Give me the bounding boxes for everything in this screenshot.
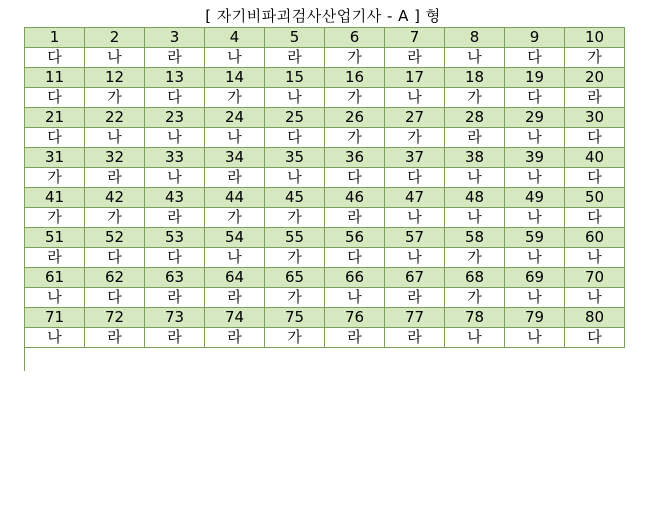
- question-number-cell: 40: [565, 148, 625, 168]
- answer-row: [25, 168, 625, 188]
- question-number-cell: 8: [445, 28, 505, 48]
- question-number-cell: 16: [325, 68, 385, 88]
- answer-cell: 다: [265, 128, 325, 148]
- answer-cell: 나: [85, 48, 145, 68]
- question-number-cell: 17: [385, 68, 445, 88]
- answer-cell: 나: [325, 288, 385, 308]
- answer-cell: 나: [445, 168, 505, 188]
- question-number-cell: 14: [205, 68, 265, 88]
- question-number-cell: 19: [505, 68, 565, 88]
- answer-cell: 가: [85, 208, 145, 228]
- answer-cell: 라: [25, 248, 85, 268]
- answer-cell: 나: [85, 128, 145, 148]
- answer-row: [25, 248, 625, 268]
- sheet-title: [ 자기비파괴검사산업기사 - A ] 형: [205, 7, 441, 25]
- question-number-cell: 66: [325, 268, 385, 288]
- question-number-cell: 20: [565, 68, 625, 88]
- answer-cell: 가: [85, 88, 145, 108]
- answer-key-table: [24, 27, 625, 348]
- question-number-cell: 11: [25, 68, 85, 88]
- answer-cell: 가: [385, 128, 445, 148]
- question-number-row: [25, 28, 625, 48]
- answer-cell: 나: [25, 288, 85, 308]
- answer-key-body: [25, 28, 625, 348]
- question-number-cell: 37: [385, 148, 445, 168]
- answer-cell: 나: [25, 328, 85, 348]
- question-number-cell: 75: [265, 308, 325, 328]
- question-number-cell: 4: [205, 28, 265, 48]
- question-number-cell: 52: [85, 228, 145, 248]
- question-number-cell: 79: [505, 308, 565, 328]
- question-number-cell: 60: [565, 228, 625, 248]
- answer-cell: 나: [565, 248, 625, 268]
- answer-cell: 나: [505, 328, 565, 348]
- answer-cell: 가: [325, 88, 385, 108]
- answer-cell: 가: [325, 48, 385, 68]
- answer-cell: 라: [385, 328, 445, 348]
- question-number-cell: 57: [385, 228, 445, 248]
- question-number-cell: 33: [145, 148, 205, 168]
- answer-row: [25, 208, 625, 228]
- answer-cell: 나: [505, 168, 565, 188]
- question-number-cell: 45: [265, 188, 325, 208]
- question-number-row: [25, 308, 625, 328]
- question-number-cell: 46: [325, 188, 385, 208]
- answer-cell: 가: [445, 88, 505, 108]
- answer-cell: 라: [325, 328, 385, 348]
- answer-cell: 나: [205, 48, 265, 68]
- question-number-cell: 44: [205, 188, 265, 208]
- question-number-cell: 25: [265, 108, 325, 128]
- question-number-cell: 50: [565, 188, 625, 208]
- answer-cell: 다: [25, 48, 85, 68]
- question-number-cell: 3: [145, 28, 205, 48]
- question-number-cell: 43: [145, 188, 205, 208]
- answer-cell: 다: [85, 248, 145, 268]
- question-number-cell: 15: [265, 68, 325, 88]
- answer-cell: 가: [265, 208, 325, 228]
- question-number-row: [25, 228, 625, 248]
- question-number-cell: 7: [385, 28, 445, 48]
- question-number-cell: 6: [325, 28, 385, 48]
- answer-cell: 다: [85, 288, 145, 308]
- answer-cell: 라: [85, 328, 145, 348]
- answer-cell: 라: [565, 88, 625, 108]
- question-number-row: [25, 188, 625, 208]
- question-number-cell: 67: [385, 268, 445, 288]
- question-number-cell: 13: [145, 68, 205, 88]
- answer-cell: 다: [145, 88, 205, 108]
- question-number-cell: 36: [325, 148, 385, 168]
- answer-cell: 라: [205, 288, 265, 308]
- answer-cell: 라: [445, 128, 505, 148]
- answer-cell: 라: [325, 208, 385, 228]
- question-number-cell: 12: [85, 68, 145, 88]
- answer-cell: 가: [565, 48, 625, 68]
- answer-cell: 가: [205, 208, 265, 228]
- answer-cell: 다: [325, 168, 385, 188]
- answer-cell: 나: [505, 128, 565, 148]
- answer-cell: 나: [505, 248, 565, 268]
- question-number-cell: 69: [505, 268, 565, 288]
- question-number-cell: 35: [265, 148, 325, 168]
- answer-cell: 다: [565, 168, 625, 188]
- question-number-cell: 70: [565, 268, 625, 288]
- answer-row: [25, 128, 625, 148]
- answer-cell: 가: [25, 208, 85, 228]
- answer-cell: 나: [265, 88, 325, 108]
- answer-cell: 라: [145, 288, 205, 308]
- question-number-cell: 24: [205, 108, 265, 128]
- answer-cell: 나: [385, 248, 445, 268]
- answer-cell: 나: [505, 208, 565, 228]
- answer-row: [25, 88, 625, 108]
- question-number-cell: 10: [565, 28, 625, 48]
- answer-row: [25, 328, 625, 348]
- answer-cell: 가: [325, 128, 385, 148]
- question-number-cell: 53: [145, 228, 205, 248]
- left-border-rule: [24, 347, 25, 371]
- question-number-cell: 64: [205, 268, 265, 288]
- answer-cell: 나: [205, 128, 265, 148]
- question-number-cell: 5: [265, 28, 325, 48]
- answer-cell: 다: [565, 128, 625, 148]
- question-number-cell: 80: [565, 308, 625, 328]
- answer-cell: 다: [565, 328, 625, 348]
- question-number-cell: 18: [445, 68, 505, 88]
- question-number-cell: 27: [385, 108, 445, 128]
- question-number-cell: 54: [205, 228, 265, 248]
- question-number-cell: 51: [25, 228, 85, 248]
- question-number-cell: 61: [25, 268, 85, 288]
- question-number-cell: 56: [325, 228, 385, 248]
- question-number-row: [25, 268, 625, 288]
- answer-row: [25, 288, 625, 308]
- question-number-cell: 58: [445, 228, 505, 248]
- answer-cell: 가: [265, 328, 325, 348]
- answer-cell: 라: [85, 168, 145, 188]
- question-number-cell: 62: [85, 268, 145, 288]
- question-number-cell: 76: [325, 308, 385, 328]
- question-number-row: [25, 68, 625, 88]
- question-number-cell: 74: [205, 308, 265, 328]
- question-number-cell: 49: [505, 188, 565, 208]
- question-number-cell: 32: [85, 148, 145, 168]
- question-number-cell: 47: [385, 188, 445, 208]
- question-number-cell: 26: [325, 108, 385, 128]
- answer-cell: 다: [385, 168, 445, 188]
- question-number-cell: 55: [265, 228, 325, 248]
- question-number-cell: 21: [25, 108, 85, 128]
- answer-cell: 다: [565, 208, 625, 228]
- question-number-cell: 77: [385, 308, 445, 328]
- question-number-cell: 1: [25, 28, 85, 48]
- answer-cell: 나: [445, 208, 505, 228]
- question-number-cell: 68: [445, 268, 505, 288]
- answer-cell: 나: [385, 208, 445, 228]
- question-number-cell: 41: [25, 188, 85, 208]
- question-number-cell: 29: [505, 108, 565, 128]
- answer-cell: 다: [325, 248, 385, 268]
- answer-cell: 가: [25, 168, 85, 188]
- question-number-cell: 39: [505, 148, 565, 168]
- question-number-cell: 28: [445, 108, 505, 128]
- answer-cell: 나: [385, 88, 445, 108]
- answer-row: [25, 48, 625, 68]
- question-number-cell: 72: [85, 308, 145, 328]
- answer-cell: 가: [205, 88, 265, 108]
- question-number-cell: 30: [565, 108, 625, 128]
- answer-cell: 나: [505, 288, 565, 308]
- answer-cell: 다: [145, 248, 205, 268]
- answer-cell: 가: [265, 248, 325, 268]
- question-number-row: [25, 148, 625, 168]
- answer-cell: 라: [385, 48, 445, 68]
- question-number-cell: 9: [505, 28, 565, 48]
- answer-cell: 가: [445, 288, 505, 308]
- question-number-cell: 22: [85, 108, 145, 128]
- answer-cell: 라: [205, 168, 265, 188]
- answer-cell: 다: [505, 48, 565, 68]
- answer-cell: 가: [445, 248, 505, 268]
- question-number-row: [25, 108, 625, 128]
- question-number-cell: 34: [205, 148, 265, 168]
- question-number-cell: 78: [445, 308, 505, 328]
- answer-cell: 나: [265, 168, 325, 188]
- question-number-cell: 38: [445, 148, 505, 168]
- answer-cell: 나: [205, 248, 265, 268]
- question-number-cell: 48: [445, 188, 505, 208]
- answer-cell: 라: [205, 328, 265, 348]
- answer-cell: 나: [445, 48, 505, 68]
- answer-cell: 다: [505, 88, 565, 108]
- answer-cell: 나: [145, 168, 205, 188]
- answer-cell: 라: [265, 48, 325, 68]
- question-number-cell: 23: [145, 108, 205, 128]
- question-number-cell: 31: [25, 148, 85, 168]
- question-number-cell: 42: [85, 188, 145, 208]
- answer-cell: 라: [385, 288, 445, 308]
- question-number-cell: 73: [145, 308, 205, 328]
- question-number-cell: 2: [85, 28, 145, 48]
- answer-cell: 가: [265, 288, 325, 308]
- question-number-cell: 63: [145, 268, 205, 288]
- answer-cell: 다: [25, 88, 85, 108]
- answer-cell: 라: [145, 48, 205, 68]
- answer-cell: 나: [445, 328, 505, 348]
- answer-cell: 다: [25, 128, 85, 148]
- question-number-cell: 65: [265, 268, 325, 288]
- question-number-cell: 71: [25, 308, 85, 328]
- answer-cell: 라: [145, 328, 205, 348]
- question-number-cell: 59: [505, 228, 565, 248]
- answer-cell: 나: [565, 288, 625, 308]
- answer-cell: 라: [145, 208, 205, 228]
- answer-cell: 나: [145, 128, 205, 148]
